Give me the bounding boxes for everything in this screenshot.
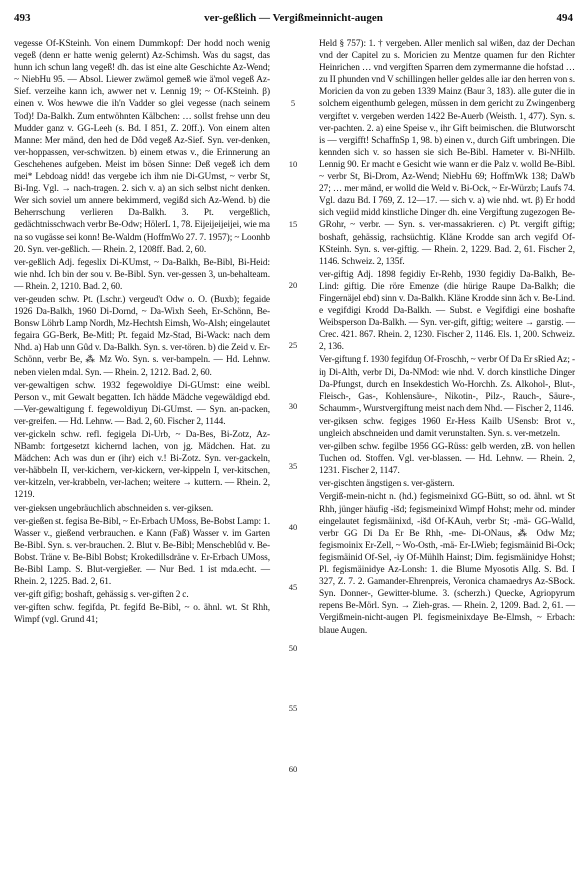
line-number-gutter bbox=[282, 38, 304, 858]
entry-ver-giksen: ver-giksen schw. fegiges 1960 Er-Hess Kailb USensb: Brot v., ungleich abschneiden und damit verunstalten. Syn. s. ver-metzeln. bbox=[319, 416, 575, 439]
entry-ver-gilben: ver-gilben schw. fegilbe 1956 GG-Rüss: gelb werden, zB. von hellen Tuchen od. Stoffen. Vgl. ver-blassen. — Hd. Lehnw. — Rhein. 2, 1231. Fischer 2, 1147. bbox=[319, 442, 575, 477]
entry-ver-giessen: ver-gießen st. fegisa Be-Bibl, ~ Er-Erbach UMoss, Be-Bobst Lamp: 1. Wasser v., gießend verbrauchen. e Kann (Faß) Wasser v. im Garten Be-Bibl. Syn. s. ver-brauchen. 2. Blut v. Be-Bibl; Menscheblûd v. Be-Bobst. Träne v. Be-Bibl Bobst; Krokedillsdräne v. Er-Erbach UMoss, Be-Bibl Lamp. S. Blut-vergießer. — Nur Bed. 1 ist mda.echt. — Rhein. 2, 1225. Bad. 2, 61. bbox=[14, 516, 270, 588]
line-number: 5 bbox=[290, 98, 296, 108]
line-number: 25 bbox=[288, 340, 298, 350]
line-number: 55 bbox=[288, 703, 298, 713]
entry-ver-gift: ver-gift gifig; boshaft, gehässig s. ver-giften 2 c. bbox=[14, 590, 189, 601]
entry-ver-geuden: ver-geuden schw. Pt. (Lschr.) vergeud't Odw o. O. (Buxb); fegaide 1926 Da-Balkh, 1960 Di-Dornd, ~ Da-Wixh Seeh, Er-Schönn, Be-Bonsw Löhrb Lamp Nordh, Mz-Hechtsh Eimsh, Wo-Alsh; eingelautet fegaira GG-Berk, Be-Mitl; Pt. fegaid Mz-Stad, Bi-Wack: nach dem Nhd. a) Hab unn Gûd v. Da-Balkh. Syn. s. ver-tören. b) die Zeid v. Er-Schönn, verbr Be, ⁂ Mz Wo. Syn. s. ver-bampeln. — Hd. Lehnw. neben vielen mdal. Syn. — Rhein. 2, 1212. Bad. 2, 60. bbox=[14, 294, 270, 378]
entry-ver-giften: ver-giften schw. fegifda, Pt. fegifd Be-Bibl, ~ o. ähnl. wt. St Rhh, Wimpf (vgl. Grund 41; bbox=[14, 603, 270, 626]
line-number: 30 bbox=[288, 401, 298, 411]
entry-ver-gieksen: ver-gieksen ungebräuchlich abschneiden s. ver-giksen. bbox=[14, 503, 214, 514]
entry-ver-gickeln: ver-gickeln schw. refl. fegigela Di-Urb, ~ Da-Bes, Bi-Zotz, Az-NBamb: fortgesetzt kichernd lachen, von jg. Mädchen. Hat. zu Mädchen: Ach was dun er (ihr) eich v.! Bi-Zotz. Syn. ver-gackeln, ver-häbbeln II, ver-kichern, ver-kickern, ver-kippeln I, ver-kitschen, ver-kitzeln, ver-krabbeln, ver-lachen; weitere → kuttern. — Rhein. 2, 1219. bbox=[14, 430, 270, 501]
left-column bbox=[14, 38, 270, 628]
running-title: ver-geßlich — Vergißmeinnicht-augen bbox=[204, 12, 383, 24]
page-header bbox=[0, 12, 587, 28]
page-number-right: 494 bbox=[556, 12, 573, 24]
entry-ver-giftung: Ver-giftung f. 1930 fegifduŋ Of-Froschh, ~ verbr Of Da Er sRied Az; -iŋ Di-Alth, verbr Di, Da-NMod: wie nhd. V. dorch kinstliche Dinger Da-Pfungst, durch en Insekdestich Wo-Horchh. Zs. Alkohol-, Blut-, Fleisch-, Gas-, Kohlensäure-, Nikotin-, Pilz-, Rauch-, Säure-, Schaumm-, Wurstvergiftung meist nach dem Nhd. — Fischer 2, 1146. bbox=[319, 355, 575, 414]
line-number: 35 bbox=[288, 461, 298, 471]
entry-ver-giftig: ver-giftig Adj. 1898 fegidiy Er-Rehb, 1930 fegidiy Da-Balkh, Be-Lind: giftig. Die röre Emenze (die hürige Raupe Da-Balkh; die Fingernäjel ebd) sinn v. Da-Balkh. Kläne Krodde sinn ăch v. Be-Lind. e vegifdigi Krodd Da-Balkh. — Subst. e Vegifdigi eine boshafte Weibsperson Da-Balkh. — Syn. ver-gift, giftig; weitere → garstig. — Crec. 421. 867. Rhein. 2, 1230. Fischer 2, 1146. Els. 1, 200. Schweiz. 2, 136. bbox=[319, 269, 575, 353]
line-number: 15 bbox=[288, 219, 298, 229]
right-column bbox=[319, 38, 575, 638]
entry-ver-gesslich: ver-geßlich Adj. fegeslix Di-KUmst, ~ Da-Balkh, Be-Bibl, Bi-Heid: wie nhd. Ich bin der sou v. Be-Bibl. Syn. ver-gessen 3, un-behalteam. — Rhein. 2, 1210. Bad. 2, 60. bbox=[14, 257, 270, 292]
entry-ver-gewaltigen: ver-gewaltigen schw. 1932 fegewoldiye Di-GUmst: eine weibl. Person v., mit Gewalt begatten. Ich hädde Mädche vegewäldigd ebd. —Ver-gewaltigung f. fegewoldiyuŋ Di-GUmst. — Syn. an-packen, ver-greifen. — Hd. Lehnw. — Bad. 2, 60. Fischer 2, 1144. bbox=[14, 380, 270, 427]
entry-vergissmeinnicht: Vergiß-mein-nicht n. (hd.) fegismeinixd GG-Bütt, so od. ähnl. wt St Rhh, jünger häufig -išd; fegismeinixd Wimpf Hohst; mehr od. minder eingelautet fegismäinixd, -išd Of-KAuh, verbr St; -mä- GG-Walld, verbr GG Di Da Er Be Rhh, -me- Di-ONaus, ⁂ Odw Mz; fegismoinix Er-Zell, ~ Wo-Osth, -mä- Er-LWieb; fegismäinid Bi-Ock; fegismäinid Of-Sel, -iy Of-Mühlh Hainst; Dim. fegismäinidye Hohst; Pl. fegismäinidye Az-Lonsh: 1. die Blume Myosotis Allg. S. Bd. I 327, Z. 7. 2. Gamander-Ehrenpreis, Veronica chamaedrys Az-SBock. Syn. Donner-, Gewitter-blume. 3. (scherzh.) Quecke, Agriopyrum repens Be-Mörl. Syn. → Zieh-gras. — Rhein. 2, 1209. Bad. 2, 61. —Vergißmein-nicht-augen Pl. fegismeinixdaye Be-Elmsh, ~ Erbach: blaue Augen. bbox=[319, 492, 575, 636]
entry-vergessen-continued: vegesse Of-KSteinh. Von einem Dummkopf: Der hodd noch wenig vegeß (denn er hatte wenig gelernt) Az-Schimsh. Was du sagst, das hunn ich schun lang vegeß! dh. das ist eine alte Geschichte Az-Wend; ~ NiebHu 95. — Absol. Liewer zwämol gemeß wie ä'mol vegeß Az-Sief. verzeihe kann ich, awwer net v. Lennig 19; ~ Of-KSteinh. β) einen v. Wos hewwe die ih'n Vadder so glei vegesse (nach seinem Tod)! Da-Balkh. Zum entwöhnten Kälbchen: … sollst frehse unn deu Mudder ganz v. GG-Leeh (s. Bd. I 851, Z. 20ff.). Von einem alten Manne: Mer mänd, den hed de Dôd vegeß Az-Sief. Syn. ver-denken, ver-hoppassen, ver-schwitzen. b) einem etwas v., die Erinnerung an Geschehenes aufgeben. Meist im bösen Sinne: Deß vegeß ich dem mei* Lebdoag nidd! das vergebe ich ihm nie Di-GUmst, ~ verbr St, Bi-Ing. Vgl. → nach-tragen. 2. sich v. a) an sich selbst nicht denken. Wer sich soviel um annere bekimmerd, vegißd sich Az-Wend. b) die Beherrschung verlieren Da-Balkh. 3. Pt. vergeßlich, gedächtnisschwach verbr Be-Odw; HölerL 1, 78. Eijeijeijeijei, wie ma na so vugässe sei konn! Be-Waldm (HoffmWo 27. 7. 1957); ~ Loonhb 20. Syn. ver-geßlich. — Rhein. 2, 1208ff. Bad. 2, 60. bbox=[14, 39, 270, 255]
line-number: 60 bbox=[288, 764, 298, 774]
page-number-left: 493 bbox=[14, 12, 31, 24]
line-number: 45 bbox=[288, 582, 298, 592]
line-number: 10 bbox=[288, 159, 298, 169]
entry-ver-gischten: ver-gischten ängstigen s. ver-gästern. bbox=[319, 479, 455, 490]
line-number: 40 bbox=[288, 522, 298, 532]
line-number: 50 bbox=[288, 643, 298, 653]
line-number: 20 bbox=[288, 280, 298, 290]
entry-ver-giften-continued: Held § 757): 1. † vergeben. Aller menlich sal wißen, daz der Dechan vnd der Capitel zu s. Moricien zu Mentze quamen fur den Richter Heinrichen … vnd vergiften Sparren dem zymermanne die hofstad … zu II phunden vnd V schillingen heller geldes alle iar den herren von s. Moricien da von zu geben 1339 Mainz (Baur 3, 183). alle guter die in solchem eigenthumb gelegen, müssen in dem gericht zu Zwingenberg vergiftet v. vergeben werden 1422 Be-Auerb (Weisth. 1, 477). Syn. s. ver-pachten. 2. a) eine Speise v., ihr Gift beimischen. die Blutworscht is — vergifft! SchaffnSp 1, 98. b) einen v., durch Gift umbringen. Die kennden sich v. so hassen sie sich Be-Bibl. Hameter v. Bi-NHilb. Lennig 90. Er macht e Gesicht wie wann er die Palz v. wolld Be-Bibl. ~ verbr St, Bi-Drom, Az-Wend; NiebHu 69; HoffmWk 138; DaWb 27; … mer mänd, er wolld die Weld v. Bi-Ock, ~ Er-Würzb; Laufs 74. Vgl. dazu Bd. I 769, Z. 12—17. — sich v. a) wie nhd. wt. β) Er hodd sich vegiid midd kinstliche Dinger dh. eine Vergiftung zugezogen Be-GRohr, ~ verbr. — Syn. s. ver-massakrieren. c) Pt. vergift giftig; boshaft, gehässig, rachsüchtig. Kläne Krodde san arch vegifd Of-KSteinh. Syn. s. ver-giftig. — Rhein. 2, 1229. Bad. 2, 61. Fischer 2, 1146. Schweiz. 2, 135f. bbox=[319, 39, 576, 267]
